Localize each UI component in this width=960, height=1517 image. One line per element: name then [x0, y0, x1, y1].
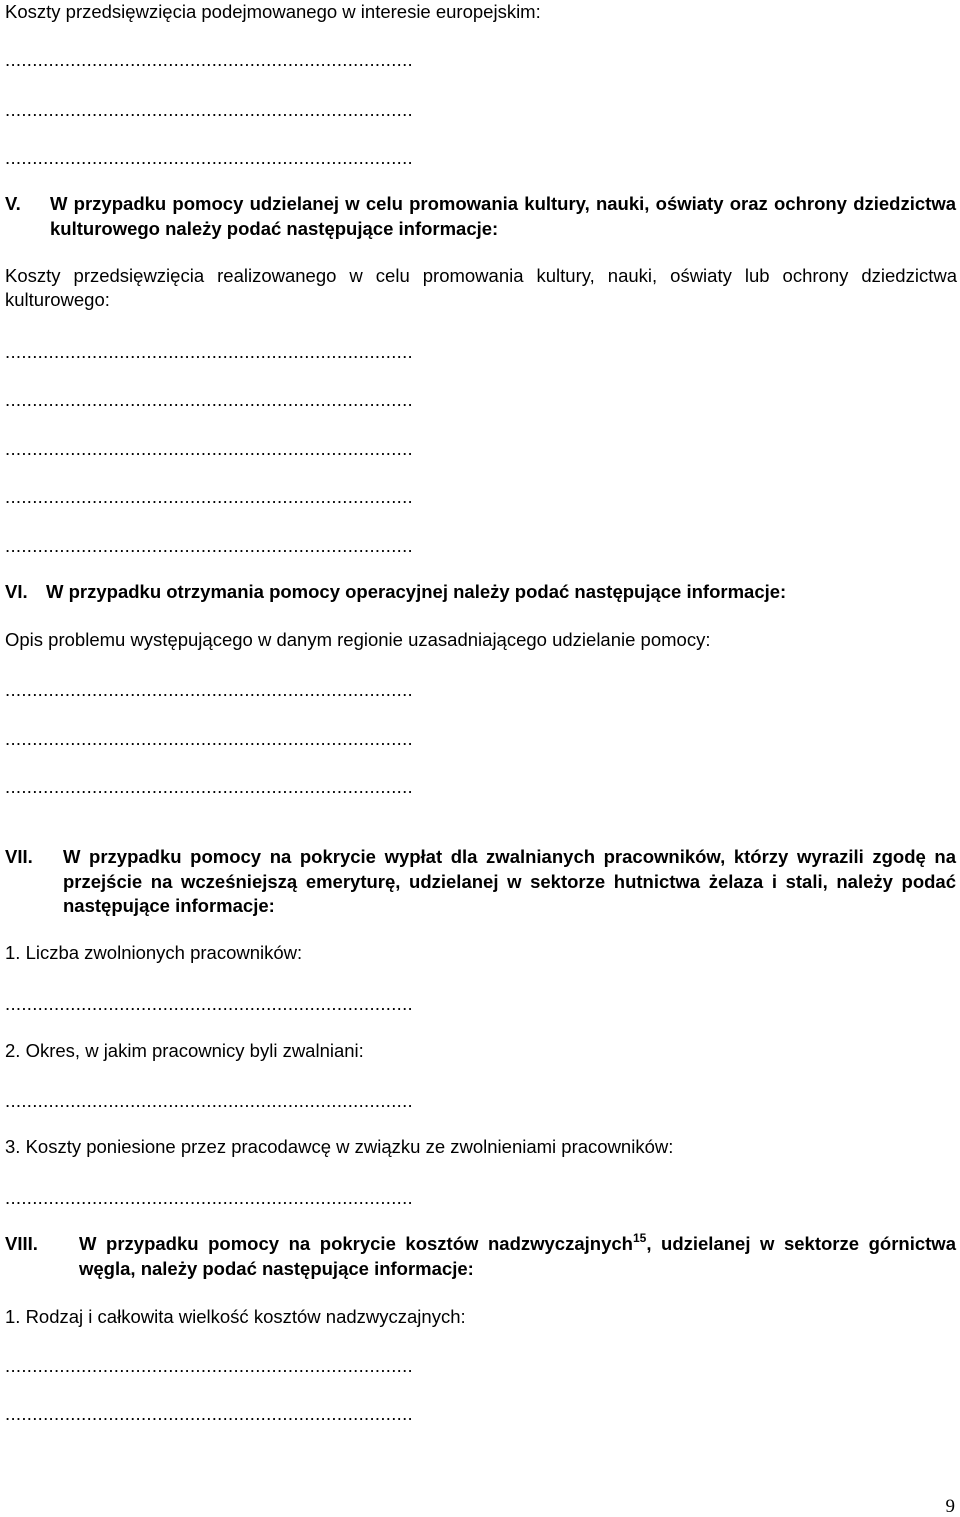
footnote-reference[interactable]: 15 — [632, 1231, 647, 1245]
answer-line[interactable]: ........................................................................... — [5, 1187, 413, 1208]
answer-line[interactable]: ........................................................................... — [5, 486, 413, 507]
section-v-number: V. — [5, 193, 21, 214]
section-viii-heading-part2: , udzielanej w sektorze górnictwa węgla, należy podać następujące informacje: — [79, 1233, 956, 1279]
section-vi-number: VI. — [5, 581, 28, 602]
answer-line[interactable]: ........................................................................... — [5, 535, 413, 556]
section-viii-heading-part1: W przypadku pomocy na pokrycie kosztów nadzwyczajnych — [79, 1233, 633, 1254]
section-viii-q1: 1. Rodzaj i całkowita wielkość kosztów nadzwyczajnych: — [5, 1306, 466, 1327]
section-vii-heading: W przypadku pomocy na pokrycie wypłat dla zwalnianych pracowników, którzy wyrazili zgodę na przejście na wcześniejszą emeryturę, udzielanej w sektorze hutnictwa żelaza i stali, należy podać następujące informacje: — [63, 846, 956, 916]
page-number: 9 — [945, 1496, 955, 1517]
answer-line[interactable]: ........................................................................... — [5, 728, 413, 749]
answer-line[interactable]: ........................................................................... — [5, 99, 413, 120]
section-vii-q1: 1. Liczba zwolnionych pracowników: — [5, 942, 303, 963]
section-vi-heading: W przypadku otrzymania pomocy operacyjnej należy podać następujące informacje: — [46, 581, 787, 602]
answer-line[interactable]: ........................................................................... — [5, 1403, 413, 1424]
section-viii-heading — [79, 1232, 956, 1281]
answer-line[interactable]: ........................................................................... — [5, 49, 413, 70]
answer-line[interactable]: ........................................................................... — [5, 1355, 413, 1376]
section-v-question: Koszty przedsięwzięcia realizowanego w celu promowania kultury, nauki, oświaty lub ochrony dziedzictwa kulturowego: — [5, 265, 957, 310]
section-v-heading: W przypadku pomocy udzielanej w celu promowania kultury, nauki, oświaty oraz ochrony dziedzictwa kulturowego należy podać następujące informacje: — [50, 193, 956, 239]
intro-label: Koszty przedsięwzięcia podejmowanego w interesie europejskim: — [5, 1, 541, 22]
answer-line[interactable]: ........................................................................... — [5, 776, 413, 797]
answer-line[interactable]: ........................................................................... — [5, 993, 413, 1014]
answer-line[interactable]: ........................................................................... — [5, 147, 413, 168]
section-vii-number: VII. — [5, 846, 33, 867]
answer-line[interactable]: ........................................................................... — [5, 1090, 413, 1111]
section-vii-q3: 3. Koszty poniesione przez pracodawcę w związku ze zwolnieniami pracowników: — [5, 1136, 674, 1157]
section-vii-q2: 2. Okres, w jakim pracownicy byli zwalniani: — [5, 1040, 364, 1061]
answer-line[interactable]: ........................................................................... — [5, 389, 413, 410]
answer-line[interactable]: ........................................................................... — [5, 679, 413, 700]
section-vi-question: Opis problemu występującego w danym regionie uzasadniającego udzielanie pomocy: — [5, 629, 711, 650]
answer-line[interactable]: ........................................................................... — [5, 341, 413, 362]
section-viii-number: VIII. — [5, 1233, 38, 1254]
answer-line[interactable]: ........................................................................... — [5, 438, 413, 459]
